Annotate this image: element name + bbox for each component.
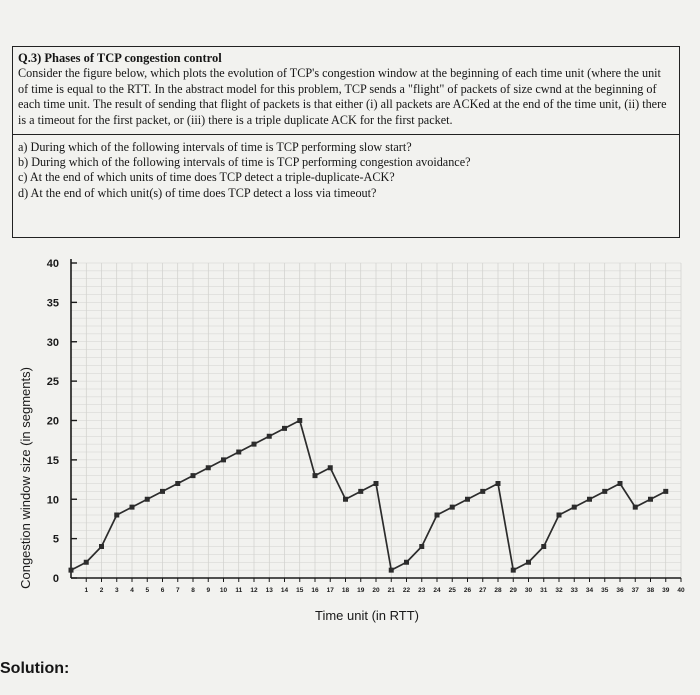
cwnd-point	[480, 489, 485, 494]
chart-series	[69, 418, 669, 573]
y-tick-label: 0	[52, 573, 59, 585]
cwnd-point	[663, 489, 668, 494]
cwnd-point	[343, 497, 348, 502]
cwnd-point	[587, 497, 592, 502]
cwnd-point	[175, 481, 180, 486]
x-tick-label: 20	[372, 587, 380, 594]
x-tick-label: 28	[494, 587, 502, 594]
x-tick-label: 5	[145, 587, 150, 594]
x-tick-label: 13	[265, 587, 273, 594]
y-tick-label: 30	[46, 336, 59, 349]
cwnd-point	[618, 481, 623, 486]
x-tick-label: 4	[130, 587, 134, 594]
cwnd-point	[435, 513, 440, 518]
cwnd-point	[221, 457, 226, 462]
cwnd-point	[633, 505, 638, 510]
x-tick-label: 7	[175, 587, 180, 594]
question-divider	[13, 134, 679, 135]
question-part-d: d) At the end of which unit(s) of time does TCP detect a loss via timeout?	[18, 185, 377, 200]
x-tick-label: 8	[191, 587, 195, 594]
question-part-b: b) During which of the following intervals of time is TCP performing congestion avoidance?	[18, 155, 471, 170]
x-tick-label: 31	[540, 587, 548, 594]
x-tick-label: 40	[677, 587, 685, 594]
cwnd-point	[358, 489, 363, 494]
x-tick-label: 6	[160, 587, 165, 594]
cwnd-point	[114, 513, 119, 518]
cwnd-point	[541, 544, 546, 549]
cwnd-point	[282, 426, 287, 431]
cwnd-chart	[0, 248, 700, 648]
x-tick-label: 34	[585, 587, 594, 594]
cwnd-series-line	[71, 421, 666, 571]
cwnd-point	[206, 465, 211, 470]
x-tick-label: 25	[448, 587, 456, 594]
x-tick-label: 17	[326, 587, 334, 594]
x-tick-label: 15	[296, 587, 304, 594]
x-tick-label: 14	[280, 587, 289, 594]
x-tick-label: 2	[99, 587, 104, 594]
y-tick-label: 5	[52, 533, 59, 546]
y-tick-label: 40	[46, 258, 59, 270]
cwnd-point	[557, 513, 562, 518]
question-parts	[18, 140, 673, 201]
x-tick-label: 37	[631, 587, 639, 594]
x-tick-label: 1	[84, 587, 89, 594]
x-tick-label: 10	[219, 587, 228, 594]
y-tick-label: 10	[46, 494, 59, 507]
x-tick-label: 38	[646, 587, 655, 594]
cwnd-point	[328, 465, 333, 470]
cwnd-point	[572, 505, 577, 510]
x-tick-label: 22	[402, 587, 411, 594]
question-body: Consider the figure below, which plots the evolution of TCP's congestion window at the beginning of each time unit (where the unit of time is equal to the RTT. In the abstract model for this problem, TCP sends a "flight" of packets of size cwnd at the beginning of each time unit. The result of sending that flight of packets is that either (i) all packets are ACKed at the end of the time unit, (ii) there is a timeout for the first packet, or (iii) there is a triple duplicate ACK for the first packet.	[18, 66, 667, 127]
x-tick-label: 35	[601, 587, 609, 594]
cwnd-point	[267, 434, 272, 439]
cwnd-point	[130, 505, 135, 510]
cwnd-point	[419, 544, 424, 549]
x-tick-label: 18	[341, 587, 350, 594]
x-tick-label: 32	[555, 587, 563, 594]
question-title: Q.3) Phases of TCP congestion control	[18, 51, 222, 65]
chart-grid	[71, 263, 681, 578]
cwnd-point	[526, 560, 531, 565]
x-tick-label: 39	[662, 587, 670, 594]
cwnd-chart-svg	[0, 248, 700, 648]
x-tick-label: 19	[357, 587, 365, 594]
x-tick-label: 29	[509, 587, 517, 594]
y-axis-label: Congestion window size (in segments)	[18, 367, 33, 589]
cwnd-point	[374, 481, 379, 486]
cwnd-point	[496, 481, 501, 486]
cwnd-point	[236, 450, 241, 455]
cwnd-point	[252, 442, 257, 447]
x-tick-label: 16	[311, 587, 319, 594]
solution-label: Solution:	[0, 660, 70, 677]
cwnd-point	[648, 497, 653, 502]
cwnd-point	[389, 568, 394, 573]
x-tick-label: 11	[235, 587, 243, 594]
cwnd-point	[191, 473, 196, 478]
x-tick-label: 30	[524, 587, 533, 594]
question-part-c: c) At the end of which units of time does TCP detect a triple-duplicate-ACK?	[18, 170, 395, 185]
cwnd-point	[69, 568, 74, 573]
x-axis-label: Time unit (in RTT)	[314, 608, 420, 623]
x-tick-label: 27	[479, 587, 487, 594]
cwnd-point	[297, 418, 302, 423]
x-tick-label: 3	[114, 587, 119, 594]
cwnd-point	[511, 568, 516, 573]
x-tick-label: 33	[570, 587, 578, 594]
cwnd-point	[450, 505, 455, 510]
y-tick-label: 25	[46, 376, 59, 389]
x-tick-label: 26	[463, 587, 472, 594]
x-tick-label: 24	[433, 587, 441, 594]
cwnd-point	[145, 497, 150, 502]
question-box	[12, 46, 680, 238]
cwnd-point	[602, 489, 607, 494]
cwnd-point	[465, 497, 470, 502]
x-tick-label: 9	[206, 587, 211, 594]
cwnd-point	[313, 473, 318, 478]
x-tick-label: 36	[616, 587, 624, 594]
cwnd-point	[160, 489, 165, 494]
x-tick-label: 23	[418, 587, 426, 594]
cwnd-point	[84, 560, 89, 565]
cwnd-point	[404, 560, 409, 565]
y-tick-label: 15	[46, 454, 59, 467]
cwnd-point	[99, 544, 104, 549]
x-tick-label: 21	[387, 587, 395, 594]
y-tick-label: 20	[46, 415, 59, 428]
y-tick-label: 35	[46, 297, 59, 310]
question-part-a: a) During which of the following intervals of time is TCP performing slow start?	[18, 140, 412, 154]
x-tick-label: 12	[250, 587, 258, 594]
